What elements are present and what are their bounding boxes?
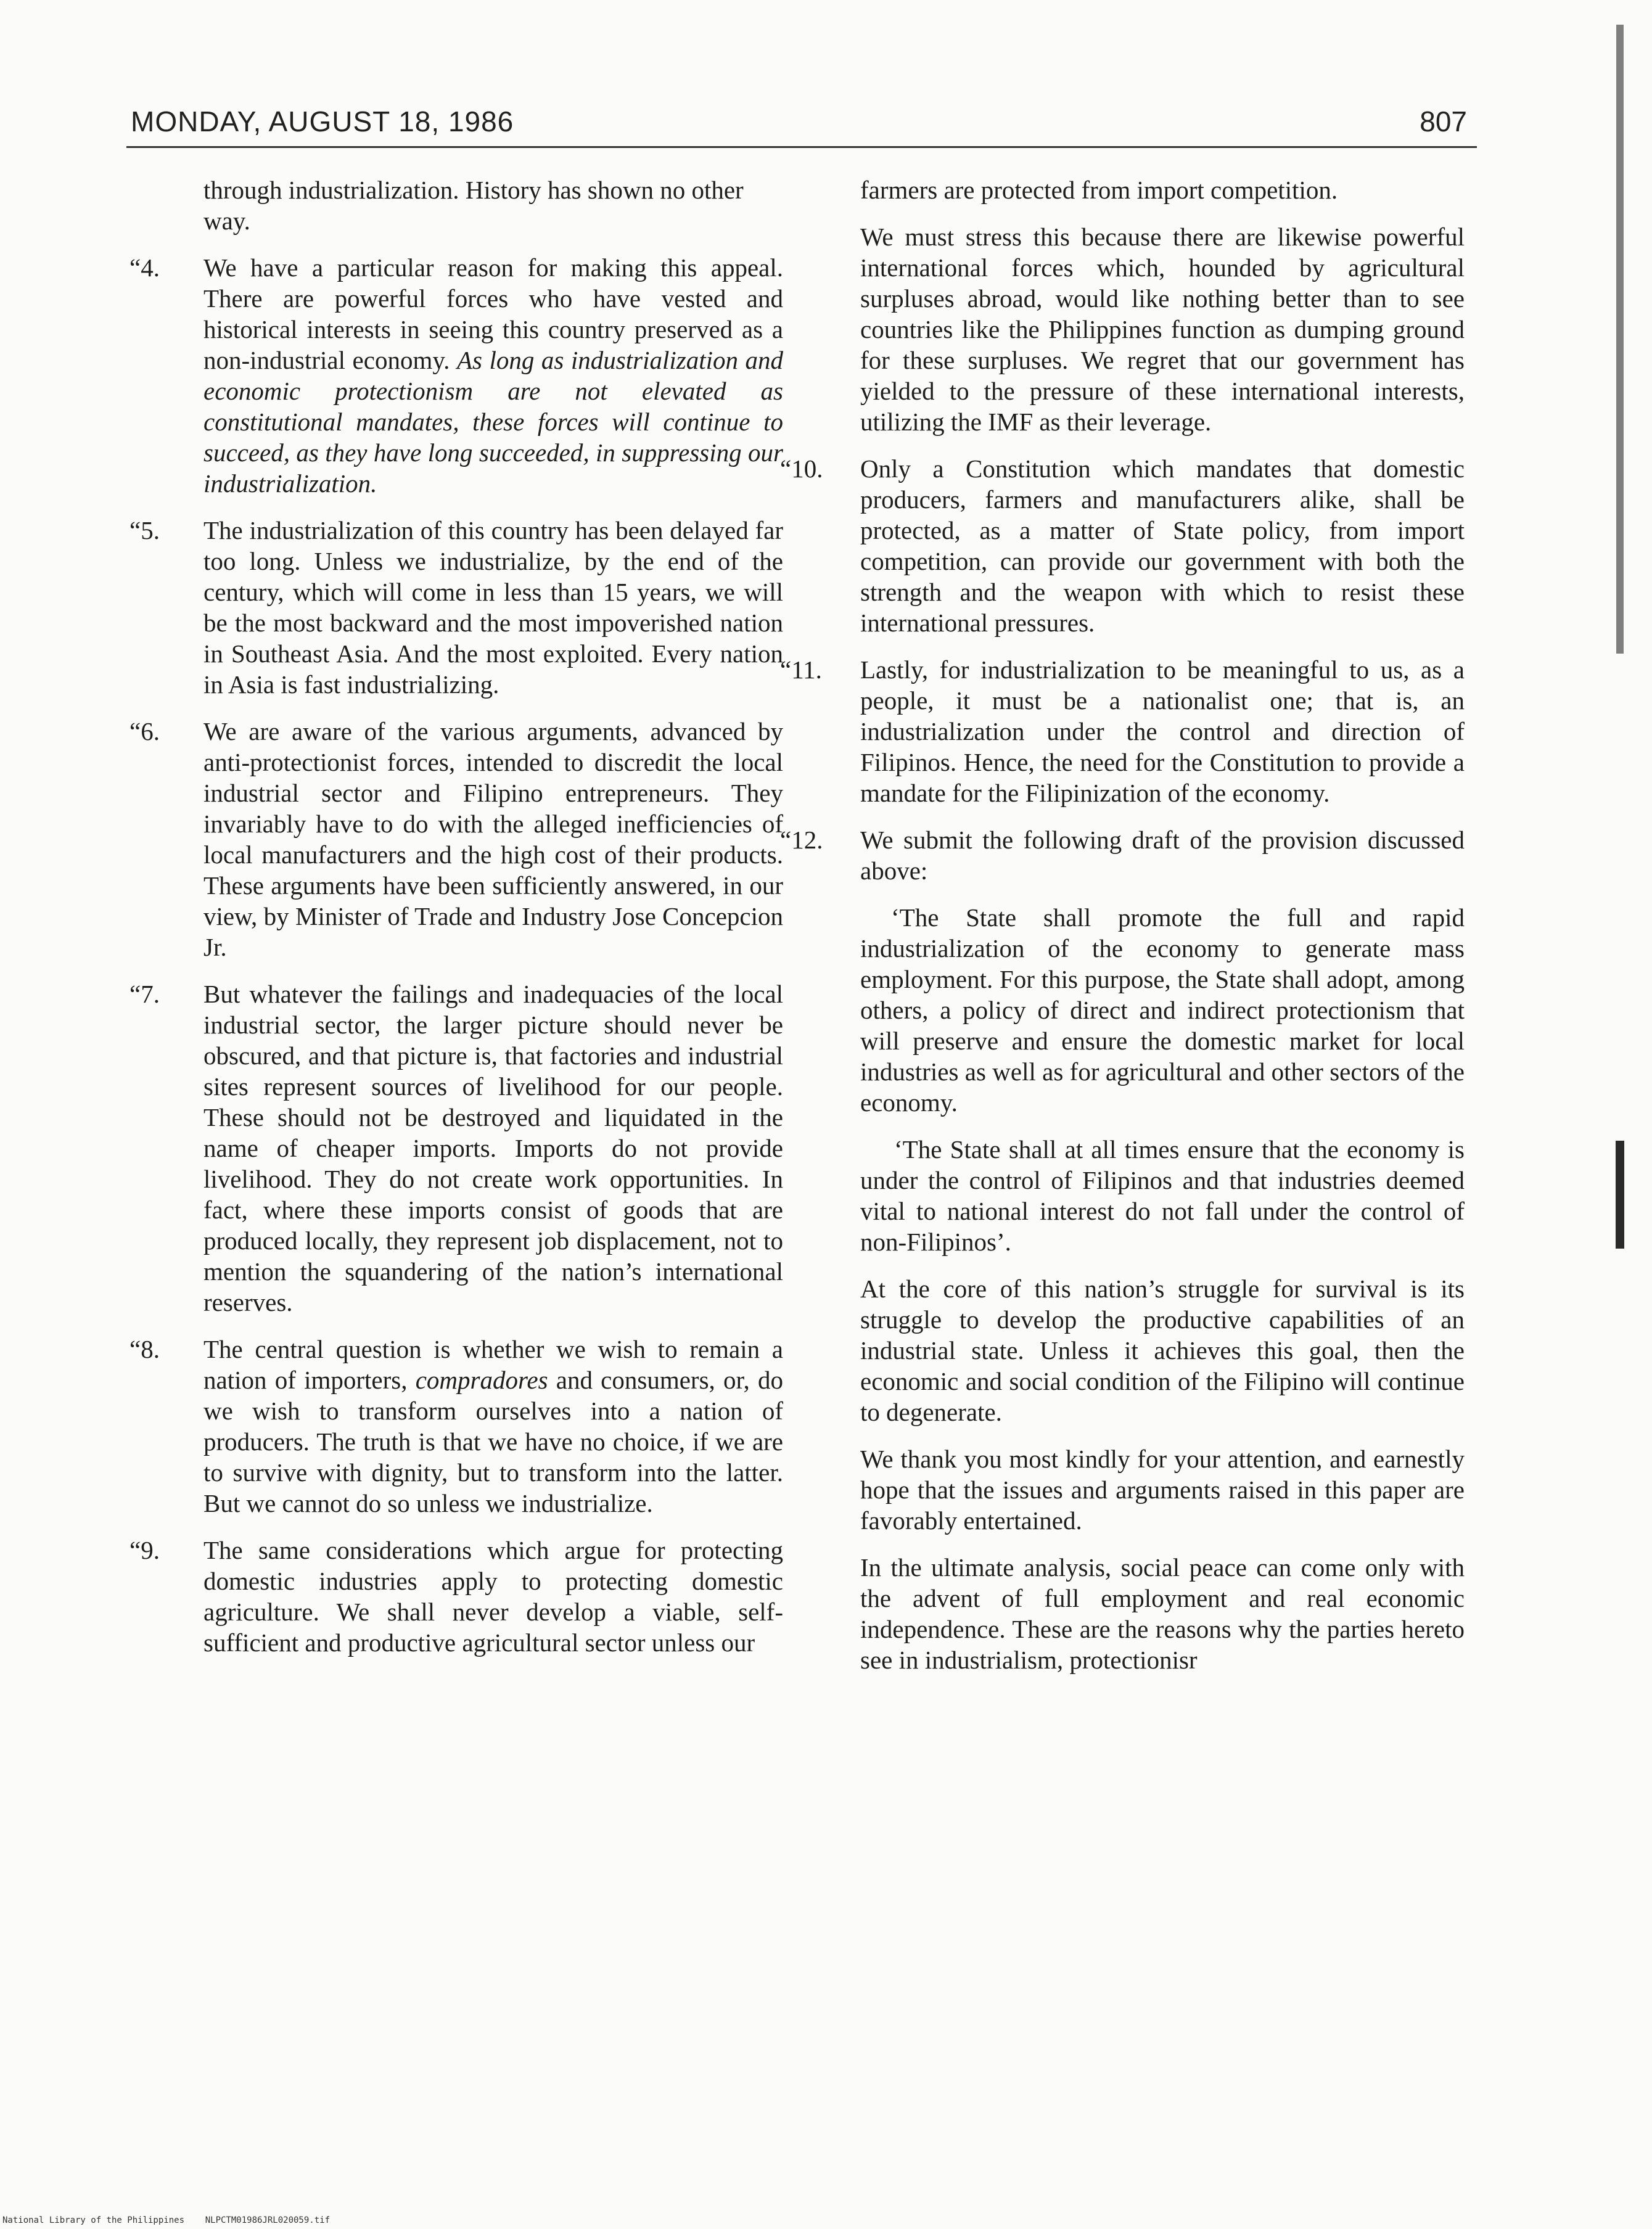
paragraph-number: “7. [129, 980, 160, 1008]
paragraph-text: We submit the following draft of the provision discussed above: [860, 826, 1465, 885]
paragraph-number: “4. [129, 253, 160, 282]
paragraph-closing-1: At the core of this nation’s struggle for survival is its struggle to develop the productive capabilities of an industrial state. Unless it achieves this goal, then the economic and social condition of the Filipino will continue to degenerate. [860, 1275, 1465, 1426]
left-column [129, 174, 783, 1674]
paragraph-text: Only a Constitution which mandates that domestic producers, farmers and manufacturers alike, shall be protected, as a matter of State policy, from import competition, can provide our government with both the strength and the weapon with which to resist these international pressures. [860, 454, 1465, 637]
paragraph-11 [780, 654, 1465, 808]
scan-edge-mark-bottom [1616, 1141, 1624, 1249]
right-column [780, 174, 1465, 1691]
paragraph-number: “9. [129, 1536, 160, 1564]
page-header [131, 105, 1467, 148]
header-rule [126, 146, 1477, 148]
paragraph-12 [780, 824, 1465, 886]
paragraph-number: “8. [129, 1335, 160, 1363]
scan-footer-note: National Library of the Philippines NLPCTM01986JRL020059.tif [2, 2215, 331, 2225]
paragraph-number: “5. [129, 516, 160, 544]
paragraph-emphasis: As long as industrialization and economic protectionism are not elevated as constitutional mandates, these forces will continue to succeed, as they have long succeeded, in suppressing our industrialization. [203, 346, 783, 498]
paragraph-3-continuation: through industrialization. History has shown no other way. [203, 176, 744, 235]
paragraph-text: The central question is whether we wish to remain a nation of importers, [203, 1335, 783, 1394]
paragraph-text: The industrialization of this country has been delayed far too long. Unless we industrialize, by the end of the century, which will come in less than 15 years, we will be the most backward and the most impoverished nation in Southeast Asia. And the most exploited. Every nation in Asia is fast industrializing. [203, 516, 783, 699]
paragraph-number: “6. [129, 717, 160, 745]
paragraph-closing-2: We thank you most kindly for your attention, and earnestly hope that the issues and arguments raised in this paper are favorably entertained. [860, 1445, 1465, 1535]
paragraph-7 [129, 979, 783, 1318]
paragraph-text: But whatever the failings and inadequacies of the local industrial sector, the larger picture should never be obscured, and that picture is, that factories and industrial sites represent sources of livelihood for our people. These should not be destroyed and liquidated in the name of cheaper imports. Imports do not provide livelihood. They do not create work opportunities. In fact, where these imports consist of goods that are produced locally, they represent job displacement, not to mention the squandering of the nation’s international reserves. [203, 980, 783, 1316]
paragraph-9-second: We must stress this because there are likewise powerful international forces which, hounded by agricultural surpluses abroad, would like nothing better than to see countries like the Philippines function as dumping ground for these surpluses. We regret that our government has yielded to the pressure of these international interests, utilizing the IMF as their leverage. [860, 223, 1465, 436]
paragraph-text: Lastly, for industrialization to be meaningful to us, as a people, it must be a nationalist one; that is, an industrialization under the control and direction of Filipinos. Hence, the need for the Constitution to provide a mandate for the Filipinization of the economy. [860, 655, 1465, 807]
paragraph-4 [129, 252, 783, 499]
paragraph-9 [129, 1535, 783, 1658]
paragraph-closing-3: In the ultimate analysis, social peace can come only with the advent of full employment and real economic independence. These are the reasons why the parties hereto see in industrialism, protectionisr [860, 1553, 1465, 1674]
draft-provision-quote-2: ‘The State shall at all times ensure that the economy is under the control of Filipinos and that industries deemed vital to national interest do not fall under the control of non-Filipinos’. [860, 1135, 1465, 1256]
paragraph-text: The same considerations which argue for protecting domestic industries apply to protecting domestic agriculture. We shall never develop a viable, self-sufficient and productive agricultural sector unless our [203, 1536, 783, 1657]
paragraph-9-continuation: farmers are protected from import competition. [860, 176, 1338, 204]
draft-provision-quote-1: ‘The State shall promote the full and rapid industrialization of the economy to generate mass employment. For this purpose, the State shall adopt, among others, a policy of direct and indirect protectionism that will preserve and ensure the domestic market for local industries as well as for agricultural and other sectors of the economy. [860, 903, 1465, 1117]
paragraph-5 [129, 515, 783, 700]
header-date: MONDAY, AUGUST 18, 1986 [131, 105, 514, 138]
paragraph-10 [780, 453, 1465, 638]
paragraph-number: “11. [780, 655, 822, 684]
paragraph-text: We are aware of the various arguments, advanced by anti-protectionist forces, intended to discredit the local industrial sector and Filipino entrepreneurs. They invariably have to do with the alleged inefficiencies of local manufacturers and the high cost of their products. These arguments have been sufficiently answered, in our view, by Minister of Trade and Industry Jose Concepcion Jr. [203, 717, 783, 961]
paragraph-text: and consumers, or, do we wish to transform ourselves into a nation of producers. The truth is that we have no choice, if we are to survive with dignity, but to transform into the latter. But we cannot do so unless we industrialize. [203, 1366, 783, 1517]
paragraph-text: We have a particular reason for making this appeal. There are powerful forces who have vested and historical interests in seeing this country preserved as a non-industrial economy. [203, 253, 783, 374]
paragraph-6 [129, 716, 783, 963]
paragraph-8 [129, 1334, 783, 1519]
paragraph-emphasis: compradores [415, 1366, 548, 1394]
paragraph-number: “12. [780, 826, 823, 854]
paragraph-number: “10. [780, 454, 823, 483]
page-number: 807 [1420, 105, 1467, 138]
scan-edge-mark-top [1616, 25, 1624, 654]
